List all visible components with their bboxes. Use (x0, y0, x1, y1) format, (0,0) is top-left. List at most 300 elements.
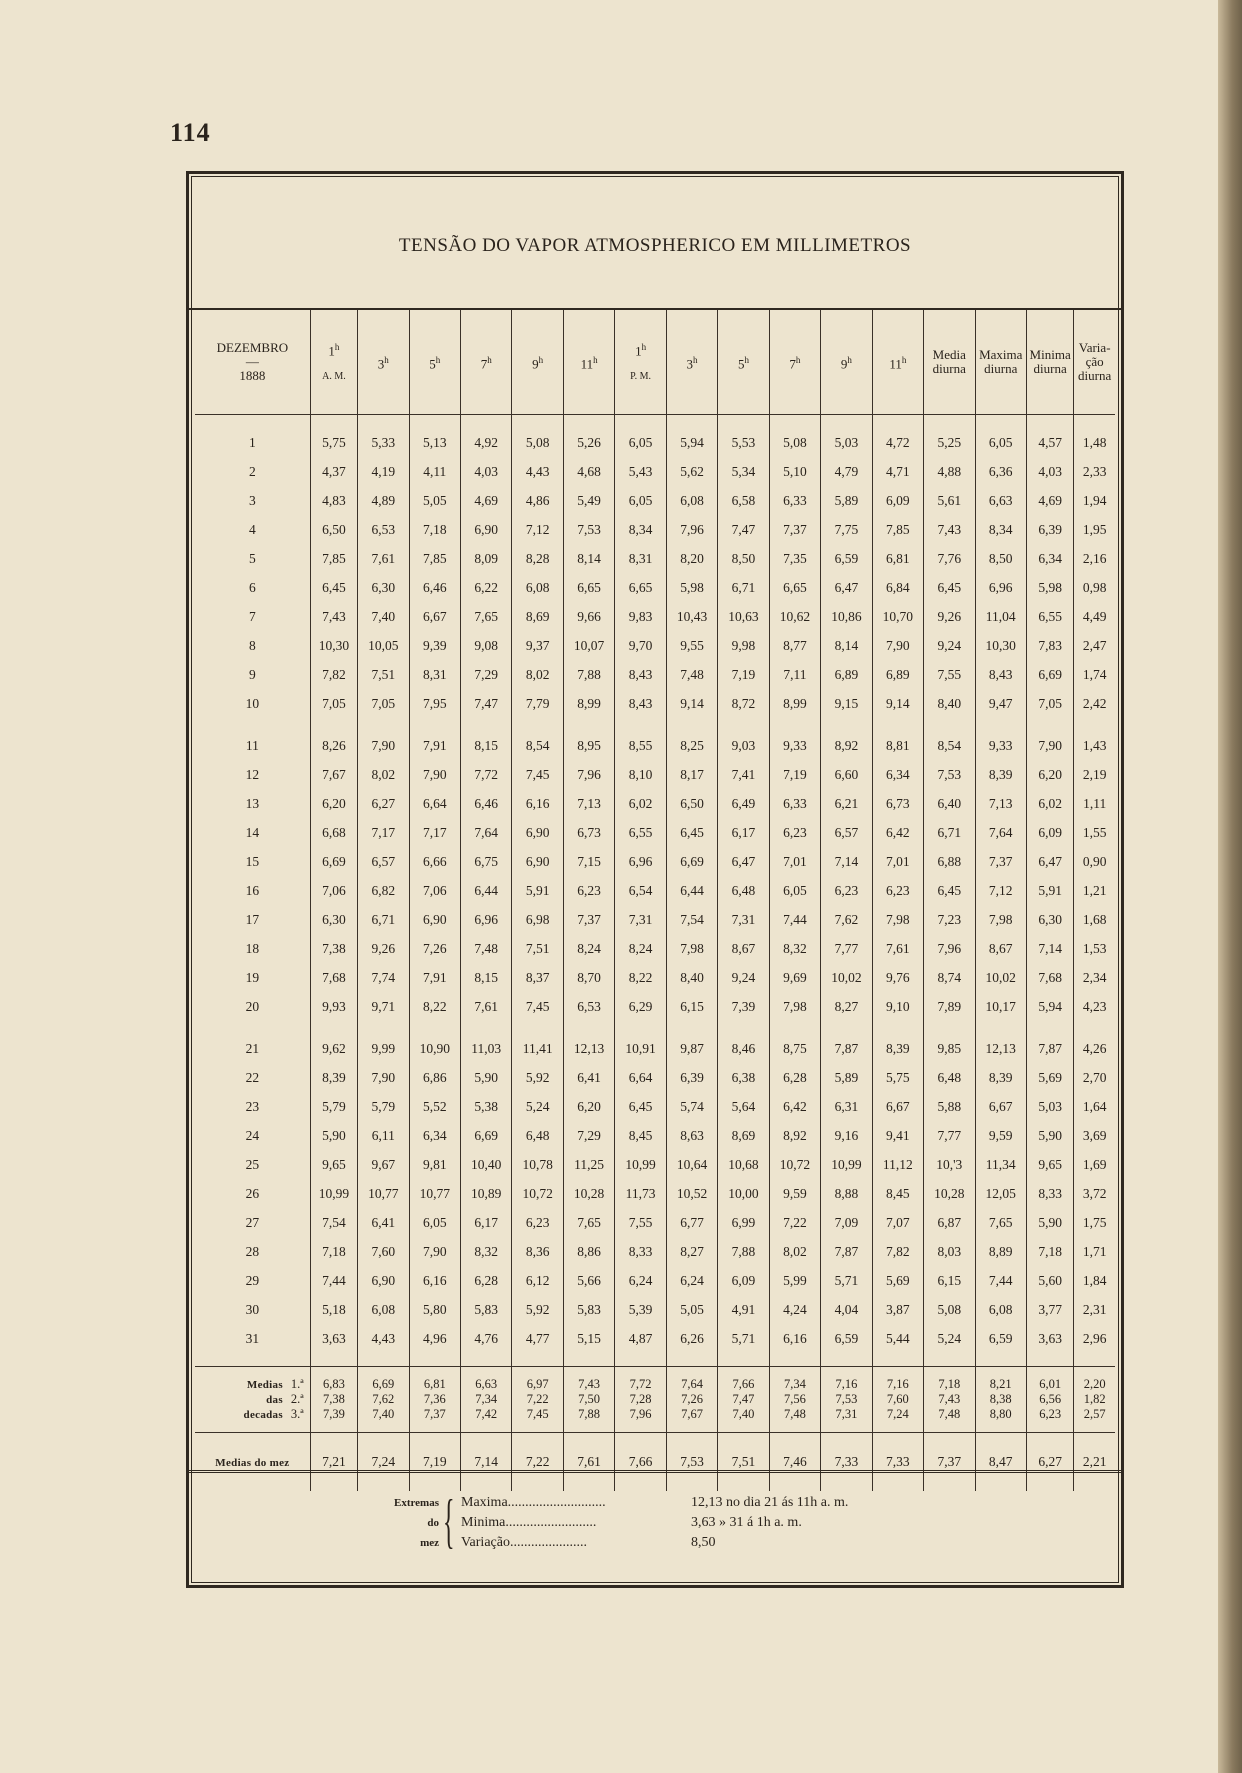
value-cell: 5,90 (310, 1121, 357, 1150)
value-cell: 7,91 (409, 731, 460, 760)
value-cell: 5,94 (1026, 992, 1073, 1021)
value-cell: 10,28 (563, 1179, 614, 1208)
day-cell: 13 (245, 795, 260, 811)
value-cell: 6,09 (718, 1266, 769, 1295)
value-cell: 5,13 (409, 428, 460, 457)
value-cell: 10,77 (358, 1179, 409, 1208)
value-cell: 6,22 (460, 573, 511, 602)
value-cell: 6,48 (924, 1063, 975, 1092)
value-cell: 5,08 (769, 428, 820, 457)
spacer-cell (615, 1353, 666, 1367)
value-cell: 12,05 (975, 1179, 1026, 1208)
value-cell: 11,41 (512, 1034, 563, 1063)
value-cell: 9,99 (358, 1034, 409, 1063)
value-cell: 7,29 (563, 1121, 614, 1150)
table-row (195, 544, 1115, 573)
table-body (195, 415, 1115, 1492)
value-cell: 6,05 (615, 428, 666, 457)
month-extremes (189, 1470, 1121, 1583)
hour-header: 3$^h$ (358, 310, 409, 415)
value-cell: 8,24 (615, 934, 666, 963)
value-cell: 7,82 (872, 1237, 923, 1266)
value-cell: 6,47 (821, 573, 872, 602)
extreme-row (461, 1493, 848, 1513)
spacer-cell (821, 1021, 872, 1034)
value-cell: 7,29 (460, 660, 511, 689)
value-cell: 11,25 (563, 1150, 614, 1179)
value-cell: 6,67 (872, 1092, 923, 1121)
value-cell: 6,81 (872, 544, 923, 573)
table-frame (186, 171, 1124, 1588)
value-cell: 4,76 (460, 1324, 511, 1353)
value-cell: 6,90 (512, 847, 563, 876)
value-cell: 4,24 (769, 1295, 820, 1324)
value-cell: 4,69 (460, 486, 511, 515)
value-cell: 10,05 (358, 631, 409, 660)
value-cell: 6,46 (409, 573, 460, 602)
value-cell: 7,61 (872, 934, 923, 963)
value-cell: 6,53 (358, 515, 409, 544)
value-cell: 7,60 (358, 1237, 409, 1266)
value-cell: 6,26 (666, 1324, 717, 1353)
day-cell: 20 (245, 998, 260, 1014)
extreme-label: Minima.......................... (461, 1515, 597, 1530)
decade-mean-row (195, 1407, 1115, 1433)
spacer-cell (460, 718, 511, 731)
value-cell: 6,39 (1026, 515, 1073, 544)
value-cell: 7,17 (409, 818, 460, 847)
value-cell: 7,53 (563, 515, 614, 544)
spacer-cell (460, 1021, 511, 1034)
value-cell: 7,55 (924, 660, 975, 689)
value-cell: 9,03 (718, 731, 769, 760)
value-cell: 7,90 (409, 1237, 460, 1266)
value-cell: 8,22 (615, 963, 666, 992)
value-cell: 6,46 (460, 789, 511, 818)
value-cell: 7,44 (975, 1266, 1026, 1295)
value-cell: 7,39 (718, 992, 769, 1021)
value-cell: 6,15 (666, 992, 717, 1021)
value-cell: 7,51 (358, 660, 409, 689)
value-cell: 4,04 (821, 1295, 872, 1324)
value-cell: 6,87 (924, 1208, 975, 1237)
spacer-cell (769, 415, 820, 429)
value-cell: 6,60 (821, 760, 872, 789)
value-cell: 4,03 (1026, 457, 1073, 486)
spacer-cell (872, 1353, 923, 1367)
value-cell: 2,57 (1074, 1407, 1115, 1433)
value-cell: 7,41 (718, 760, 769, 789)
table-row (195, 963, 1115, 992)
day-cell: 6 (249, 579, 256, 595)
value-cell: 8,46 (718, 1034, 769, 1063)
value-cell: 7,48 (769, 1407, 820, 1433)
value-cell: 2,31 (1074, 1295, 1115, 1324)
value-cell: 6,68 (310, 818, 357, 847)
hour-header: 5$^h$ (409, 310, 460, 415)
value-cell: 6,34 (409, 1121, 460, 1150)
spacer-cell (512, 1353, 563, 1367)
value-cell: 3,69 (1074, 1121, 1115, 1150)
value-cell: 8,74 (924, 963, 975, 992)
value-cell: 7,33 (821, 1433, 872, 1492)
value-cell: 6,20 (563, 1092, 614, 1121)
value-cell: 10,99 (310, 1179, 357, 1208)
value-cell: 6,47 (718, 847, 769, 876)
value-cell: 6,45 (615, 1092, 666, 1121)
value-cell: 7,76 (924, 544, 975, 573)
pm-label: P. M. (630, 371, 651, 383)
table-row (195, 1208, 1115, 1237)
table-row (195, 818, 1115, 847)
value-cell: 8,33 (615, 1237, 666, 1266)
value-cell: 5,66 (563, 1266, 614, 1295)
value-cell: 1,53 (1074, 934, 1115, 963)
table-row (195, 660, 1115, 689)
extreme-row (461, 1513, 848, 1533)
value-cell: 6,44 (666, 876, 717, 905)
value-cell: 5,71 (718, 1324, 769, 1353)
table-row (195, 934, 1115, 963)
value-cell: 6,69 (460, 1121, 511, 1150)
day-cell: 4 (249, 521, 256, 537)
value-cell: 10,70 (872, 602, 923, 631)
value-cell: 7,43 (924, 515, 975, 544)
value-cell: 8,45 (872, 1179, 923, 1208)
spacer-cell (409, 415, 460, 429)
minima-header: Minima diurna (1026, 310, 1073, 415)
value-cell: 6,90 (358, 1266, 409, 1295)
value-cell: 7,72 (460, 760, 511, 789)
value-cell: 5,69 (872, 1266, 923, 1295)
value-cell: 10,02 (975, 963, 1026, 992)
value-cell: 6,90 (512, 818, 563, 847)
value-cell: 6,75 (460, 847, 511, 876)
value-cell: 6,99 (718, 1208, 769, 1237)
value-cell: 7,14 (1026, 934, 1073, 963)
value-cell: 7,40 (358, 1407, 409, 1433)
value-cell: 7,61 (460, 992, 511, 1021)
value-cell: 6,33 (769, 486, 820, 515)
table-row (195, 1266, 1115, 1295)
value-cell: 7,66 (615, 1433, 666, 1492)
value-cell: 1,75 (1074, 1208, 1115, 1237)
value-cell: 7,19 (718, 660, 769, 689)
value-cell: 8,92 (769, 1121, 820, 1150)
value-cell: 6,08 (666, 486, 717, 515)
value-cell: 10,77 (409, 1179, 460, 1208)
value-cell: 6,09 (1026, 818, 1073, 847)
value-cell: 3,72 (1074, 1179, 1115, 1208)
value-cell: 5,49 (563, 486, 614, 515)
value-cell: 5,60 (1026, 1266, 1073, 1295)
value-cell: 6,67 (975, 1092, 1026, 1121)
value-cell: 5,24 (924, 1324, 975, 1353)
value-cell: 8,28 (512, 544, 563, 573)
value-cell: 6,71 (924, 818, 975, 847)
table-row (195, 1150, 1115, 1179)
value-cell: 7,17 (358, 818, 409, 847)
value-cell: 4,71 (872, 457, 923, 486)
value-cell: 6,05 (409, 1208, 460, 1237)
spacer-cell (512, 1021, 563, 1034)
value-cell: 7,90 (409, 760, 460, 789)
day-cell: 10 (245, 695, 260, 711)
value-cell: 4,37 (310, 457, 357, 486)
value-cell: 7,48 (666, 660, 717, 689)
value-cell: 7,98 (666, 934, 717, 963)
value-cell: 6,23 (872, 876, 923, 905)
hour-header: 7$^h$ (769, 310, 820, 415)
value-cell: 6,05 (615, 486, 666, 515)
value-cell: 7,51 (512, 934, 563, 963)
spacer-cell (310, 415, 357, 429)
value-cell: 1,68 (1074, 905, 1115, 934)
value-cell: 6,53 (563, 992, 614, 1021)
value-cell: 8,15 (460, 963, 511, 992)
value-cell: 7,88 (563, 1407, 614, 1433)
day-cell: 14 (245, 824, 260, 840)
value-cell: 7,21 (310, 1433, 357, 1492)
spacer-cell (1026, 1021, 1073, 1034)
extremes-rows (461, 1493, 848, 1553)
spacer-cell (718, 1353, 769, 1367)
value-cell: 1,55 (1074, 818, 1115, 847)
value-cell: 4,88 (924, 457, 975, 486)
value-cell: 8,36 (512, 1237, 563, 1266)
value-cell: 6,73 (872, 789, 923, 818)
value-cell: 11,04 (975, 602, 1026, 631)
value-cell: 7,53 (821, 1392, 872, 1407)
spacer-cell (821, 415, 872, 429)
spacer-cell (195, 1021, 310, 1034)
value-cell: 7,14 (821, 847, 872, 876)
spacer-cell (821, 718, 872, 731)
value-cell: 2,33 (1074, 457, 1115, 486)
value-cell: 8,95 (563, 731, 614, 760)
value-cell: 7,46 (769, 1433, 820, 1492)
value-cell: 8,38 (975, 1392, 1026, 1407)
spacer-cell (358, 1021, 409, 1034)
value-cell: 8,69 (718, 1121, 769, 1150)
value-cell: 7,65 (975, 1208, 1026, 1237)
value-cell: 7,18 (924, 1367, 975, 1393)
value-cell: 9,55 (666, 631, 717, 660)
value-cell: 6,16 (409, 1266, 460, 1295)
value-cell: 7,67 (666, 1407, 717, 1433)
value-cell: 5,38 (460, 1092, 511, 1121)
value-cell: 7,53 (924, 760, 975, 789)
table-row (195, 1179, 1115, 1208)
value-cell: 8,31 (409, 660, 460, 689)
spacer-cell (563, 1353, 614, 1367)
value-cell: 8,54 (512, 731, 563, 760)
value-cell: 7,34 (460, 1392, 511, 1407)
value-cell: 6,23 (563, 876, 614, 905)
value-cell: 6,39 (666, 1063, 717, 1092)
value-cell: 5,83 (460, 1295, 511, 1324)
value-cell: 10,86 (821, 602, 872, 631)
value-cell: 7,16 (821, 1367, 872, 1393)
value-cell: 5,92 (512, 1063, 563, 1092)
value-cell: 7,39 (310, 1407, 357, 1433)
spacer-cell (872, 415, 923, 429)
value-cell: 9,33 (975, 731, 1026, 760)
table-row (195, 1237, 1115, 1266)
value-cell: 7,01 (872, 847, 923, 876)
value-cell: 9,16 (821, 1121, 872, 1150)
value-cell: 11,34 (975, 1150, 1026, 1179)
value-cell: 6,15 (924, 1266, 975, 1295)
value-cell: 0,98 (1074, 573, 1115, 602)
value-cell: 6,69 (310, 847, 357, 876)
value-cell: 2,16 (1074, 544, 1115, 573)
value-cell: 6,56 (1026, 1392, 1073, 1407)
value-cell: 7,67 (310, 760, 357, 789)
spacer-cell (1074, 1021, 1115, 1034)
value-cell: 6,55 (1026, 602, 1073, 631)
value-cell: 7,44 (769, 905, 820, 934)
value-cell: 7,83 (1026, 631, 1073, 660)
value-cell: 6,34 (1026, 544, 1073, 573)
value-cell: 2,47 (1074, 631, 1115, 660)
value-cell: 10,72 (769, 1150, 820, 1179)
value-cell: 6,96 (615, 847, 666, 876)
value-cell: 4,79 (821, 457, 872, 486)
value-cell: 7,26 (409, 934, 460, 963)
spacer-cell (924, 718, 975, 731)
value-cell: 4,86 (512, 486, 563, 515)
value-cell: 7,87 (1026, 1034, 1073, 1063)
value-cell: 10,64 (666, 1150, 717, 1179)
value-cell: 1,82 (1074, 1392, 1115, 1407)
extremes-label: Extremas do mez (393, 1497, 439, 1549)
value-cell: 5,74 (666, 1092, 717, 1121)
day-cell: 16 (245, 882, 260, 898)
value-cell: 10,89 (460, 1179, 511, 1208)
value-cell: 8,40 (924, 689, 975, 718)
decade-mean-row (195, 1392, 1115, 1407)
value-cell: 7,37 (924, 1433, 975, 1492)
value-cell: 7,18 (310, 1237, 357, 1266)
value-cell: 9,08 (460, 631, 511, 660)
value-cell: 9,62 (310, 1034, 357, 1063)
value-cell: 10,43 (666, 602, 717, 631)
value-cell: 10,28 (924, 1179, 975, 1208)
value-cell: 6,42 (769, 1092, 820, 1121)
value-cell: 6,31 (821, 1092, 872, 1121)
spacer-cell (666, 1021, 717, 1034)
value-cell: 8,50 (718, 544, 769, 573)
value-cell: 6,11 (358, 1121, 409, 1150)
table-row (195, 573, 1115, 602)
decade-label: das 2.ª (266, 1392, 304, 1406)
value-cell: 7,88 (718, 1237, 769, 1266)
decade-mean-row (195, 1367, 1115, 1393)
value-cell: 6,28 (769, 1063, 820, 1092)
spacer-cell (195, 1353, 310, 1367)
value-cell: 9,87 (666, 1034, 717, 1063)
value-cell: 7,13 (975, 789, 1026, 818)
table-row (195, 789, 1115, 818)
day-cell: 3 (249, 492, 256, 508)
value-cell: 7,98 (769, 992, 820, 1021)
value-cell: 8,89 (975, 1237, 1026, 1266)
table-row (195, 1092, 1115, 1121)
value-cell: 10,99 (821, 1150, 872, 1179)
value-cell: 5,99 (769, 1266, 820, 1295)
value-cell: 6,45 (924, 876, 975, 905)
value-cell: 6,44 (460, 876, 511, 905)
value-cell: 6,77 (666, 1208, 717, 1237)
value-cell: 7,22 (512, 1392, 563, 1407)
value-cell: 1,95 (1074, 515, 1115, 544)
value-cell: 5,79 (358, 1092, 409, 1121)
value-cell: 5,64 (718, 1092, 769, 1121)
value-cell: 11,03 (460, 1034, 511, 1063)
value-cell: 6,45 (924, 573, 975, 602)
value-cell: 4,26 (1074, 1034, 1115, 1063)
spacer-cell (718, 1021, 769, 1034)
hour-header: 5$^h$ (718, 310, 769, 415)
value-cell: 8,21 (975, 1367, 1026, 1393)
value-cell: 6,17 (718, 818, 769, 847)
value-cell: 9,65 (310, 1150, 357, 1179)
value-cell: 8,67 (975, 934, 1026, 963)
day-cell: 21 (245, 1040, 260, 1056)
value-cell: 6,64 (615, 1063, 666, 1092)
value-cell: 7,96 (666, 515, 717, 544)
value-cell: 10,00 (718, 1179, 769, 1208)
variacao-header: Varia-ção diurna (1074, 310, 1115, 415)
value-cell: 6,66 (409, 847, 460, 876)
value-cell: 8,39 (872, 1034, 923, 1063)
value-cell: 6,23 (769, 818, 820, 847)
value-cell: 8,02 (358, 760, 409, 789)
page-number: 114 (170, 118, 211, 147)
value-cell: 1,84 (1074, 1266, 1115, 1295)
value-cell: 4,19 (358, 457, 409, 486)
value-cell: 7,23 (924, 905, 975, 934)
value-cell: 6,20 (310, 789, 357, 818)
value-cell: 6,45 (310, 573, 357, 602)
value-cell: 11,73 (615, 1179, 666, 1208)
hour-header: 9$^h$ (821, 310, 872, 415)
value-cell: 10,63 (718, 602, 769, 631)
value-cell: 6,34 (872, 760, 923, 789)
value-cell: 7,38 (310, 1392, 357, 1407)
value-cell: 8,27 (666, 1237, 717, 1266)
value-cell: 6,01 (1026, 1367, 1073, 1393)
value-cell: 5,79 (310, 1092, 357, 1121)
value-cell: 7,91 (409, 963, 460, 992)
value-cell: 10,78 (512, 1150, 563, 1179)
value-cell: 10,91 (615, 1034, 666, 1063)
value-cell: 6,69 (1026, 660, 1073, 689)
value-cell: 9,24 (924, 631, 975, 660)
value-cell: 7,98 (872, 905, 923, 934)
value-cell: 7,90 (872, 631, 923, 660)
spacer-cell (409, 718, 460, 731)
value-cell: 7,98 (975, 905, 1026, 934)
hour-header: 1$^h$ A. M. (310, 310, 357, 415)
value-cell: 9,41 (872, 1121, 923, 1150)
value-cell: 7,48 (924, 1407, 975, 1433)
extreme-row (461, 1533, 848, 1553)
day-cell: 9 (249, 666, 256, 682)
day-cell: 31 (245, 1330, 260, 1346)
day-cell: 24 (245, 1127, 260, 1143)
